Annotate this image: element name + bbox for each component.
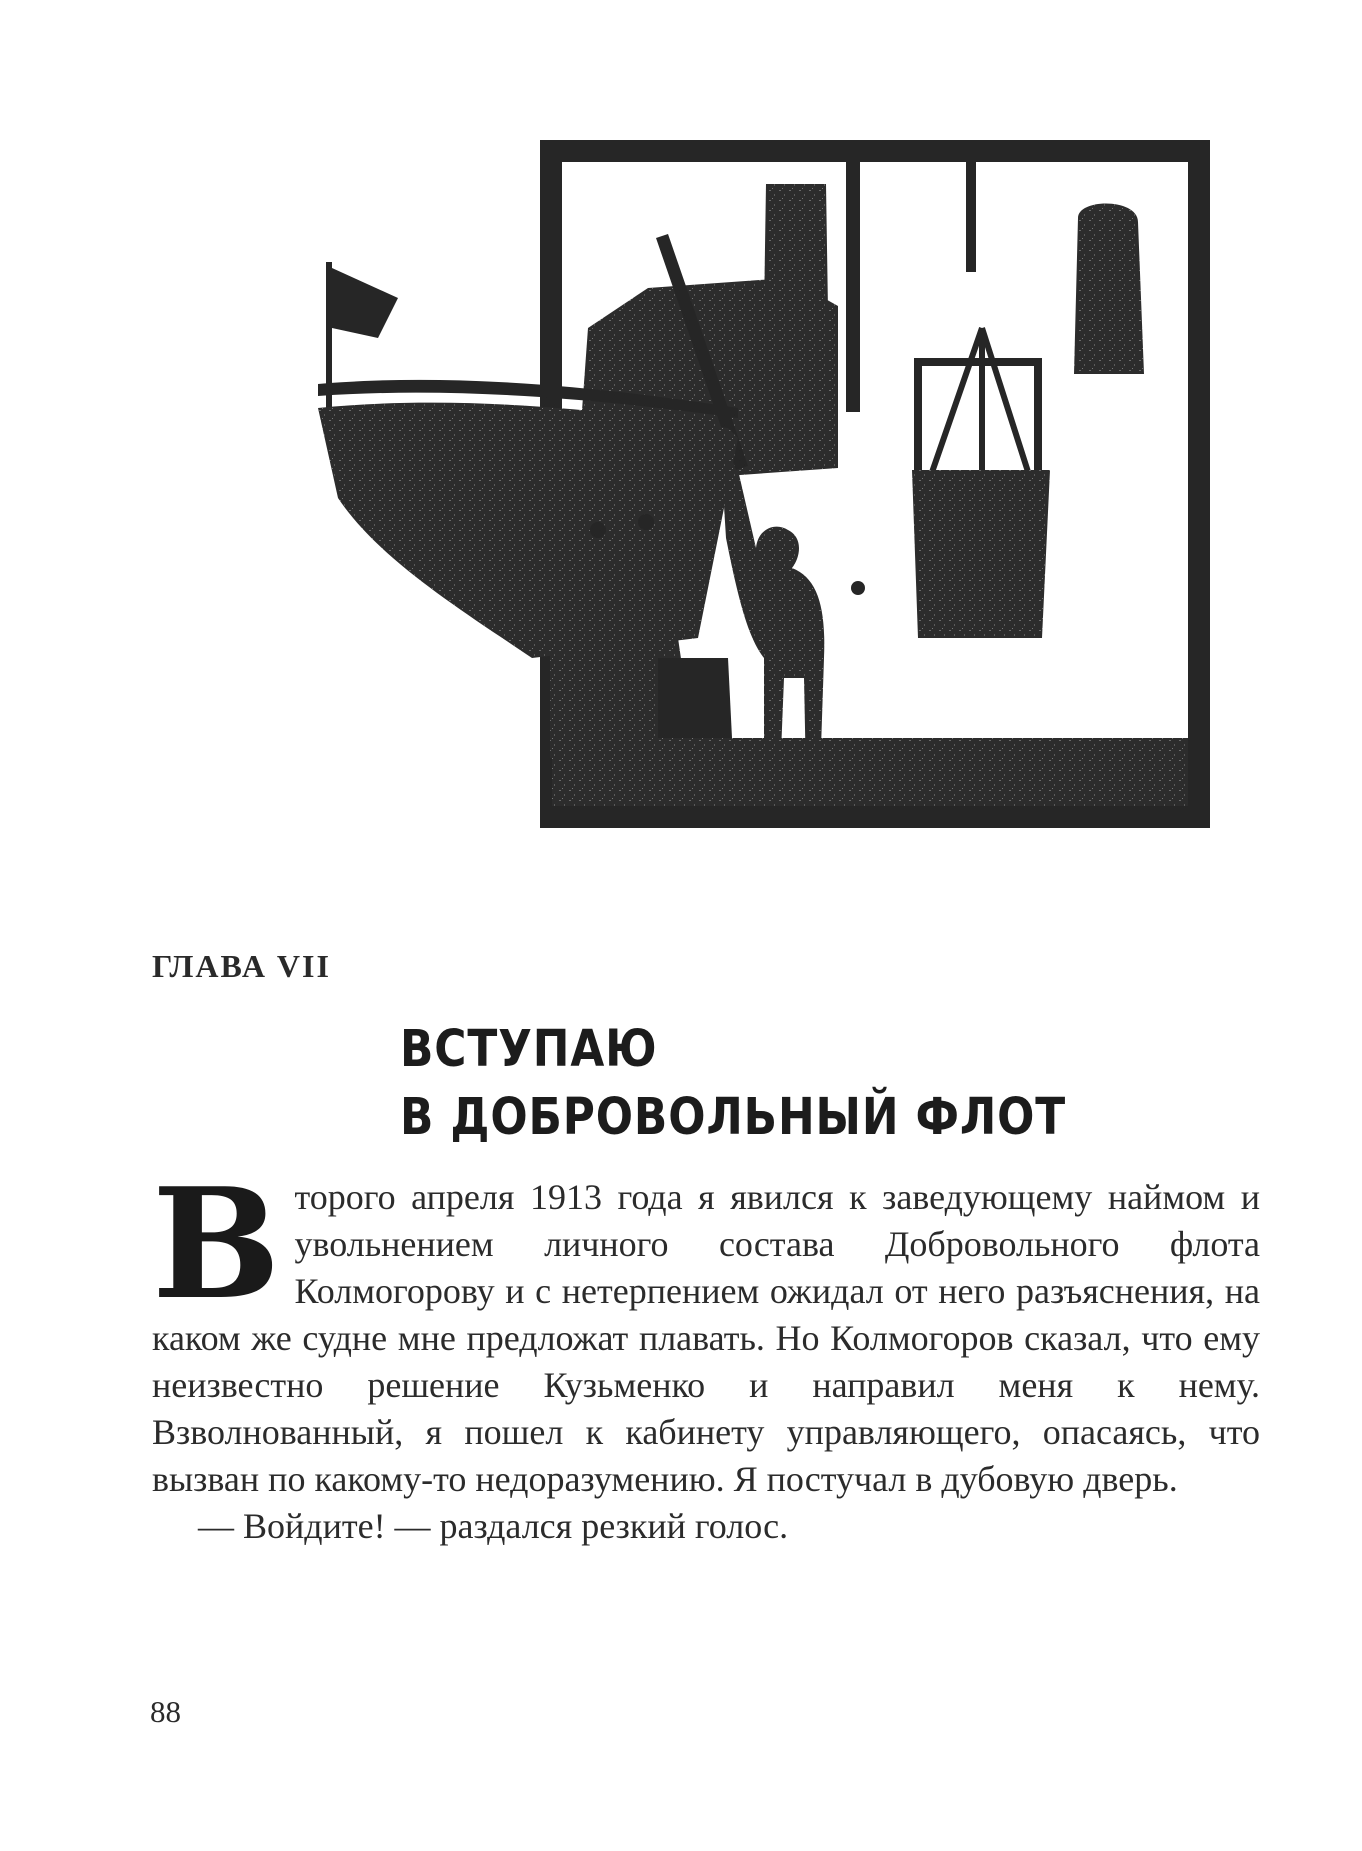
paragraph-1-text: торого апреля 1913 года я явился к заведующему наймом и увольнением личного состава Добровольного флота Колмогорову и с нетерпением ожидал от него разъяснения, на каком же судне мне предложат плавать. Но Колмогоров сказал, что ему неизвестно решение Кузьменко и направил меня к нему. Взволнованный, я пошел к кабинету управляющего, опасаясь, что вызван по какому-то недоразумению. Я постучал в дубовую дверь. [152,1177,1260,1499]
mast [966,162,976,272]
porthole [851,581,865,595]
mast [846,162,860,412]
cargo-crate [658,658,732,742]
page-number: 88 [150,1694,181,1729]
flag [332,268,398,338]
porthole [590,522,606,538]
body-text [152,1154,1260,1550]
dock-worker [722,470,824,778]
suspended-cargo [912,470,1050,638]
harbor-woodcut-illustration [318,138,1226,838]
rigging-lines [930,328,1030,478]
chapter-title [400,1016,1066,1152]
chapter-title-line-2: В ДОБРОВОЛЬНЫЙ ФЛОТ [400,1088,1067,1147]
paragraph-2: — Войдите! — раздался резкий голос. [198,1506,789,1546]
chapter-label: ГЛАВА VII [152,948,331,984]
cargo-tower [1074,203,1144,374]
porthole [638,514,654,530]
ship-hull [318,403,738,658]
dock-ground [552,738,1188,806]
paragraph-1 [152,1154,1260,1503]
drop-cap: В [152,1154,281,1333]
chapter-title-line-1: ВСТУПАЮ [400,1020,658,1079]
